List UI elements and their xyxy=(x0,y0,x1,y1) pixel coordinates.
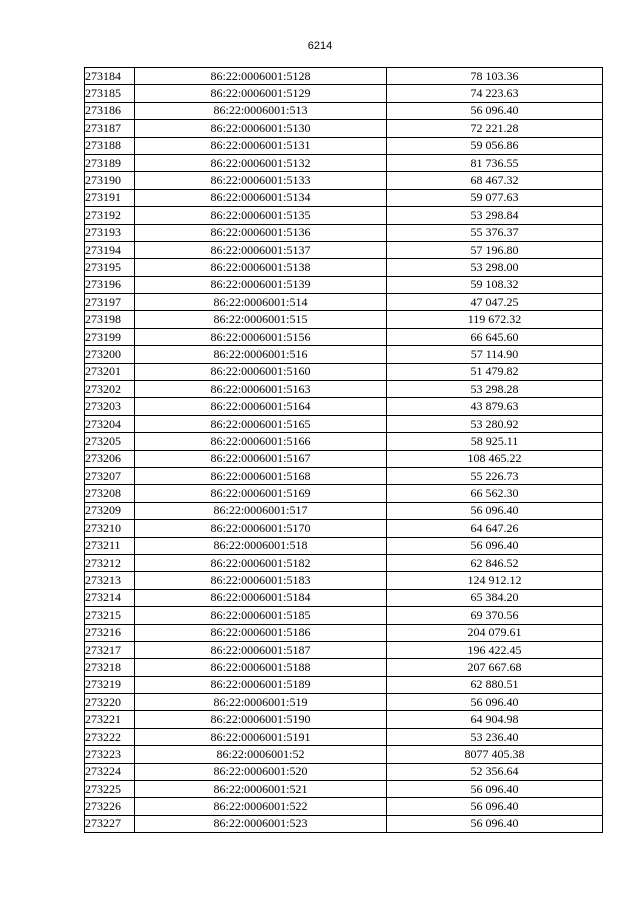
cadastral-value-cell: 43 879.63 xyxy=(387,398,603,415)
cadastral-value-cell: 81 736.55 xyxy=(387,154,603,171)
row-number-cell: 273186 xyxy=(85,102,135,119)
cadastral-value-cell: 55 376.37 xyxy=(387,224,603,241)
table-row xyxy=(85,259,603,276)
table-row xyxy=(85,85,603,102)
cadastral-number-cell: 86:22:0006001:517 xyxy=(135,502,387,519)
cadastral-value-cell: 56 096.40 xyxy=(387,815,603,832)
table-row xyxy=(85,520,603,537)
table-row xyxy=(85,467,603,484)
table-row xyxy=(85,241,603,258)
row-number-cell: 273215 xyxy=(85,607,135,624)
row-number-cell: 273208 xyxy=(85,485,135,502)
cadastral-number-cell: 86:22:0006001:5189 xyxy=(135,676,387,693)
cadastral-value-cell: 207 667.68 xyxy=(387,659,603,676)
cadastral-value-cell: 56 096.40 xyxy=(387,694,603,711)
cadastral-number-cell: 86:22:0006001:518 xyxy=(135,537,387,554)
table-row xyxy=(85,815,603,832)
table-row xyxy=(85,554,603,571)
cadastral-value-cell: 72 221.28 xyxy=(387,120,603,137)
cadastral-number-cell: 86:22:0006001:5128 xyxy=(135,68,387,85)
row-number-cell: 273194 xyxy=(85,241,135,258)
row-number-cell: 273220 xyxy=(85,694,135,711)
cadastral-number-cell: 86:22:0006001:5156 xyxy=(135,328,387,345)
table-row xyxy=(85,624,603,641)
cadastral-value-table xyxy=(84,67,603,833)
table-row xyxy=(85,381,603,398)
row-number-cell: 273209 xyxy=(85,502,135,519)
row-number-cell: 273190 xyxy=(85,172,135,189)
cadastral-value-cell: 62 880.51 xyxy=(387,676,603,693)
row-number-cell: 273227 xyxy=(85,815,135,832)
cadastral-value-cell: 108 465.22 xyxy=(387,450,603,467)
table-row xyxy=(85,763,603,780)
row-number-cell: 273225 xyxy=(85,781,135,798)
table-row xyxy=(85,694,603,711)
row-number-cell: 273195 xyxy=(85,259,135,276)
cadastral-value-cell: 196 422.45 xyxy=(387,641,603,658)
cadastral-value-cell: 119 672.32 xyxy=(387,311,603,328)
cadastral-value-cell: 53 298.00 xyxy=(387,259,603,276)
row-number-cell: 273187 xyxy=(85,120,135,137)
table-row xyxy=(85,68,603,85)
cadastral-value-cell: 51 479.82 xyxy=(387,363,603,380)
table-row xyxy=(85,502,603,519)
cadastral-value-cell: 204 079.61 xyxy=(387,624,603,641)
table-row xyxy=(85,363,603,380)
cadastral-value-cell: 58 925.11 xyxy=(387,433,603,450)
row-number-cell: 273217 xyxy=(85,641,135,658)
cadastral-value-cell: 52 356.64 xyxy=(387,763,603,780)
cadastral-value-cell: 53 298.28 xyxy=(387,381,603,398)
table-row xyxy=(85,276,603,293)
cadastral-number-cell: 86:22:0006001:5165 xyxy=(135,415,387,432)
table-row xyxy=(85,120,603,137)
cadastral-value-cell: 59 077.63 xyxy=(387,189,603,206)
table-row xyxy=(85,328,603,345)
row-number-cell: 273202 xyxy=(85,381,135,398)
cadastral-number-cell: 86:22:0006001:5185 xyxy=(135,607,387,624)
cadastral-number-cell: 86:22:0006001:516 xyxy=(135,346,387,363)
cadastral-value-cell: 68 467.32 xyxy=(387,172,603,189)
cadastral-number-cell: 86:22:0006001:5167 xyxy=(135,450,387,467)
row-number-cell: 273205 xyxy=(85,433,135,450)
row-number-cell: 273223 xyxy=(85,746,135,763)
row-number-cell: 273219 xyxy=(85,676,135,693)
cadastral-number-cell: 86:22:0006001:5163 xyxy=(135,381,387,398)
cadastral-value-cell: 59 056.86 xyxy=(387,137,603,154)
row-number-cell: 273216 xyxy=(85,624,135,641)
table-row xyxy=(85,189,603,206)
cadastral-value-cell: 55 226.73 xyxy=(387,467,603,484)
cadastral-value-cell: 65 384.20 xyxy=(387,589,603,606)
table-row xyxy=(85,676,603,693)
row-number-cell: 273212 xyxy=(85,554,135,571)
cadastral-value-cell: 74 223.63 xyxy=(387,85,603,102)
row-number-cell: 273214 xyxy=(85,589,135,606)
cadastral-number-cell: 86:22:0006001:5164 xyxy=(135,398,387,415)
cadastral-number-cell: 86:22:0006001:5137 xyxy=(135,241,387,258)
cadastral-value-cell: 66 645.60 xyxy=(387,328,603,345)
table-row xyxy=(85,589,603,606)
row-number-cell: 273197 xyxy=(85,294,135,311)
table-row xyxy=(85,641,603,658)
row-number-cell: 273185 xyxy=(85,85,135,102)
row-number-cell: 273210 xyxy=(85,520,135,537)
cadastral-number-cell: 86:22:0006001:5169 xyxy=(135,485,387,502)
table-row xyxy=(85,311,603,328)
cadastral-number-cell: 86:22:0006001:5186 xyxy=(135,624,387,641)
table-row xyxy=(85,154,603,171)
cadastral-number-cell: 86:22:0006001:5166 xyxy=(135,433,387,450)
cadastral-value-cell: 59 108.32 xyxy=(387,276,603,293)
row-number-cell: 273199 xyxy=(85,328,135,345)
cadastral-number-cell: 86:22:0006001:5131 xyxy=(135,137,387,154)
table-row xyxy=(85,728,603,745)
row-number-cell: 273221 xyxy=(85,711,135,728)
table-row xyxy=(85,450,603,467)
cadastral-number-cell: 86:22:0006001:515 xyxy=(135,311,387,328)
cadastral-number-cell: 86:22:0006001:5138 xyxy=(135,259,387,276)
table-row xyxy=(85,781,603,798)
table-body xyxy=(85,68,603,833)
cadastral-number-cell: 86:22:0006001:522 xyxy=(135,798,387,815)
row-number-cell: 273188 xyxy=(85,137,135,154)
row-number-cell: 273203 xyxy=(85,398,135,415)
table-row xyxy=(85,224,603,241)
row-number-cell: 273222 xyxy=(85,728,135,745)
row-number-cell: 273207 xyxy=(85,467,135,484)
cadastral-number-cell: 86:22:0006001:5182 xyxy=(135,554,387,571)
cadastral-number-cell: 86:22:0006001:5133 xyxy=(135,172,387,189)
page-number: 6214 xyxy=(307,40,333,52)
cadastral-number-cell: 86:22:0006001:5160 xyxy=(135,363,387,380)
row-number-cell: 273193 xyxy=(85,224,135,241)
table-row xyxy=(85,572,603,589)
table-row xyxy=(85,207,603,224)
row-number-cell: 273201 xyxy=(85,363,135,380)
cadastral-value-cell: 64 904.98 xyxy=(387,711,603,728)
cadastral-number-cell: 86:22:0006001:5129 xyxy=(135,85,387,102)
row-number-cell: 273198 xyxy=(85,311,135,328)
row-number-cell: 273211 xyxy=(85,537,135,554)
cadastral-number-cell: 86:22:0006001:5187 xyxy=(135,641,387,658)
cadastral-value-cell: 64 647.26 xyxy=(387,520,603,537)
cadastral-number-cell: 86:22:0006001:519 xyxy=(135,694,387,711)
cadastral-number-cell: 86:22:0006001:520 xyxy=(135,763,387,780)
row-number-cell: 273191 xyxy=(85,189,135,206)
cadastral-value-cell: 47 047.25 xyxy=(387,294,603,311)
cadastral-number-cell: 86:22:0006001:5188 xyxy=(135,659,387,676)
table-row xyxy=(85,294,603,311)
cadastral-number-cell: 86:22:0006001:513 xyxy=(135,102,387,119)
table-row xyxy=(85,659,603,676)
cadastral-number-cell: 86:22:0006001:5190 xyxy=(135,711,387,728)
cadastral-value-cell: 56 096.40 xyxy=(387,502,603,519)
row-number-cell: 273226 xyxy=(85,798,135,815)
row-number-cell: 273200 xyxy=(85,346,135,363)
cadastral-number-cell: 86:22:0006001:5191 xyxy=(135,728,387,745)
table-row xyxy=(85,798,603,815)
table-row xyxy=(85,746,603,763)
cadastral-value-cell: 56 096.40 xyxy=(387,781,603,798)
table-row xyxy=(85,137,603,154)
cadastral-value-cell: 53 280.92 xyxy=(387,415,603,432)
table-row xyxy=(85,607,603,624)
cadastral-value-cell: 62 846.52 xyxy=(387,554,603,571)
cadastral-value-cell: 56 096.40 xyxy=(387,537,603,554)
cadastral-number-cell: 86:22:0006001:5132 xyxy=(135,154,387,171)
row-number-cell: 273192 xyxy=(85,207,135,224)
cadastral-value-cell: 69 370.56 xyxy=(387,607,603,624)
cadastral-value-cell: 8077 405.38 xyxy=(387,746,603,763)
cadastral-number-cell: 86:22:0006001:5170 xyxy=(135,520,387,537)
row-number-cell: 273204 xyxy=(85,415,135,432)
cadastral-number-cell: 86:22:0006001:521 xyxy=(135,781,387,798)
table-row xyxy=(85,398,603,415)
cadastral-value-cell: 78 103.36 xyxy=(387,68,603,85)
cadastral-number-cell: 86:22:0006001:5184 xyxy=(135,589,387,606)
cadastral-number-cell: 86:22:0006001:5139 xyxy=(135,276,387,293)
table-row xyxy=(85,433,603,450)
cadastral-number-cell: 86:22:0006001:514 xyxy=(135,294,387,311)
table-row xyxy=(85,485,603,502)
cadastral-value-cell: 57 196.80 xyxy=(387,241,603,258)
cadastral-value-cell: 53 236.40 xyxy=(387,728,603,745)
cadastral-value-cell: 57 114.90 xyxy=(387,346,603,363)
row-number-cell: 273206 xyxy=(85,450,135,467)
cadastral-value-cell: 56 096.40 xyxy=(387,798,603,815)
row-number-cell: 273196 xyxy=(85,276,135,293)
table-row xyxy=(85,346,603,363)
cadastral-number-cell: 86:22:0006001:5134 xyxy=(135,189,387,206)
cadastral-value-cell: 56 096.40 xyxy=(387,102,603,119)
cadastral-number-cell: 86:22:0006001:523 xyxy=(135,815,387,832)
row-number-cell: 273184 xyxy=(85,68,135,85)
cadastral-number-cell: 86:22:0006001:5130 xyxy=(135,120,387,137)
row-number-cell: 273213 xyxy=(85,572,135,589)
cadastral-number-cell: 86:22:0006001:5135 xyxy=(135,207,387,224)
cadastral-number-cell: 86:22:0006001:52 xyxy=(135,746,387,763)
row-number-cell: 273218 xyxy=(85,659,135,676)
table-row xyxy=(85,102,603,119)
row-number-cell: 273189 xyxy=(85,154,135,171)
table-row xyxy=(85,711,603,728)
table-row xyxy=(85,172,603,189)
cadastral-number-cell: 86:22:0006001:5168 xyxy=(135,467,387,484)
cadastral-value-cell: 66 562.30 xyxy=(387,485,603,502)
table-row xyxy=(85,415,603,432)
cadastral-number-cell: 86:22:0006001:5183 xyxy=(135,572,387,589)
cadastral-number-cell: 86:22:0006001:5136 xyxy=(135,224,387,241)
cadastral-value-cell: 124 912.12 xyxy=(387,572,603,589)
row-number-cell: 273224 xyxy=(85,763,135,780)
cadastral-value-cell: 53 298.84 xyxy=(387,207,603,224)
table-row xyxy=(85,537,603,554)
